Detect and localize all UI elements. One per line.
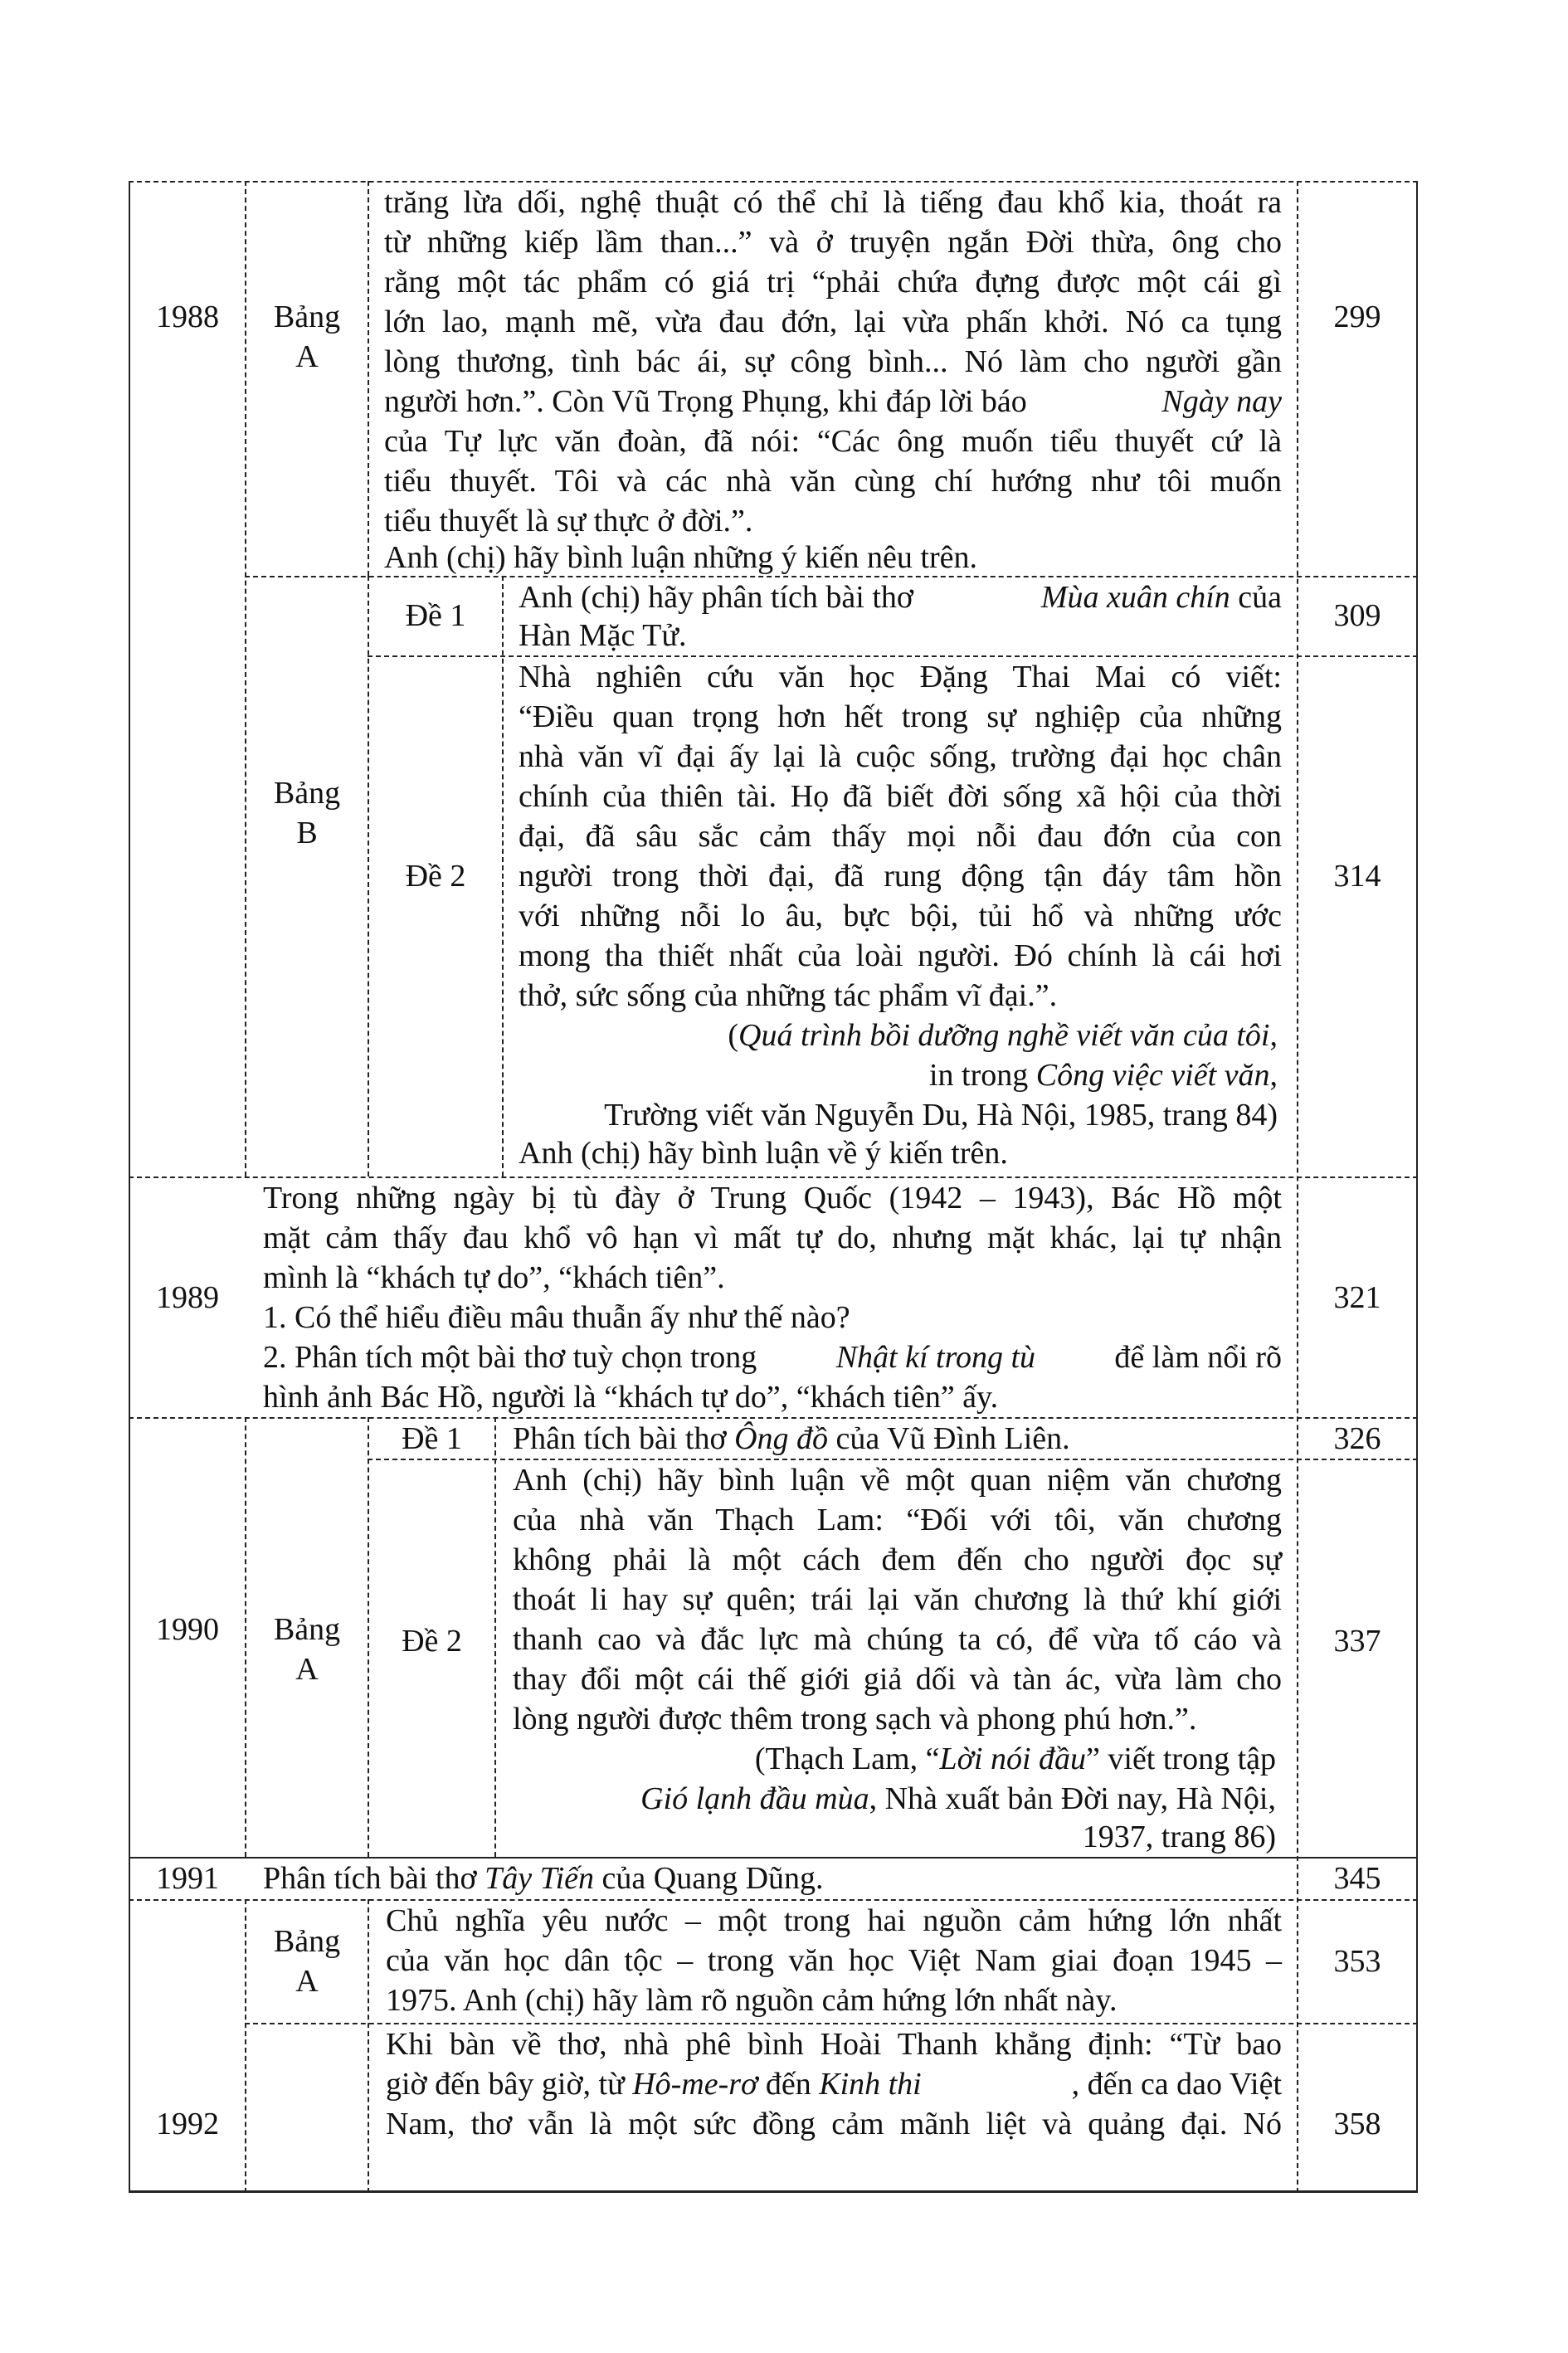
bang-a-1992: Bảng A <box>273 1924 341 1999</box>
text-line <box>519 577 1282 618</box>
text-span: của <box>1230 580 1282 615</box>
text-line: lòng thương, tình bác ái, sự công bình... Nó làm cho người gần <box>384 344 1282 379</box>
page-345: 345 <box>1333 1861 1381 1896</box>
text-line: mình là “khách tự do”, “khách tiên”. <box>263 1260 725 1295</box>
text-line: lớn lao, mạnh mẽ, vừa đau đớn, lại vừa phấn khởi. Nó ca tụng <box>384 304 1282 339</box>
text-span: , Nhà xuất bản Đời nay, Hà Nội, <box>869 1781 1276 1816</box>
text-line: thanh cao và đắc lực mà chúng ta có, để vừa tố cáo và <box>513 1622 1282 1657</box>
text-line: đại, đã sâu sắc cảm thấy mọi nỗi đau đớn của con <box>519 819 1282 854</box>
text-span: , <box>1269 1018 1278 1053</box>
text-line: mặt cảm thấy đau khổ vô hạn vì mất tự do, nhưng mặt khác, lại tự nhận <box>263 1220 1282 1255</box>
text-line <box>384 382 1282 422</box>
page-358: 358 <box>1333 2107 1381 2141</box>
source-line <box>513 1739 1276 1780</box>
essay-title: Lời nói đầu <box>939 1742 1087 1776</box>
page-299: 299 <box>1333 300 1381 334</box>
text-line: thở, sức sống của những tác phẩm vĩ đại.”. <box>519 978 1058 1013</box>
text-line: Anh (chị) hãy bình luận về một quan niệm văn chương <box>513 1463 1282 1498</box>
book-title: Kinh thi <box>819 2067 922 2102</box>
page-326: 326 <box>1333 1421 1381 1456</box>
bang-b-1988: Bảng B <box>273 776 341 850</box>
text-line: của Tự lực văn đoàn, đã nói: “Các ông muốn tiểu thuyết cứ là <box>384 424 1282 459</box>
text-line: 1. Có thể hiểu điều mâu thuẫn ấy như thế nào? <box>263 1300 850 1335</box>
book-title: Công việc viết văn <box>1035 1058 1270 1093</box>
text-span: Phân tích bài thơ <box>263 1861 485 1896</box>
question-1991 <box>263 1859 824 1899</box>
source-line <box>519 1016 1278 1056</box>
source-line: Trường viết văn Nguyễn Du, Hà Nội, 1985, trang 84) <box>604 1098 1278 1133</box>
text-span: 2. Phân tích một bài thơ tuỳ chọn trong <box>263 1340 765 1375</box>
text-line <box>263 1337 1282 1378</box>
source-line <box>513 1779 1276 1820</box>
page-337: 337 <box>1333 1624 1381 1659</box>
text-line: Nhà nghiên cứu văn học Đặng Thai Mai có viết: <box>519 660 1282 694</box>
bang-a-1988: Bảng A <box>273 300 341 374</box>
text-line: nhà văn vĩ đại ấy lại là cuộc sống, trường đại học chân <box>519 739 1282 774</box>
text-line: Khi bàn về thơ, nhà phê bình Hoài Thanh khẳng định: “Từ bao <box>386 2027 1282 2062</box>
source-line: 1937, trang 86) <box>1082 1820 1276 1854</box>
text-line: mong tha thiết nhất của loài người. Đó chính là cái hơi <box>519 938 1282 973</box>
year-1990: 1990 <box>156 1612 219 1647</box>
text-line <box>386 2064 1282 2105</box>
bang-a-1990: Bảng A <box>273 1612 341 1687</box>
text-line: trăng lừa dối, nghệ thuật có thể chỉ là tiếng đau khổ kia, thoát ra <box>384 185 1282 220</box>
text-span: in trong <box>929 1058 1036 1093</box>
de-1-1988: Đề 1 <box>405 598 466 633</box>
text-line: tiểu thuyết là sự thực ở đời.”. <box>384 504 753 538</box>
text-line: Trong những ngày bị tù đày ở Trung Quốc (1942 – 1943), Bác Hồ một <box>263 1181 1282 1215</box>
de-1-1990: Đề 1 <box>402 1421 462 1456</box>
year-1988: 1988 <box>156 300 219 334</box>
text-span: , <box>1269 1058 1278 1093</box>
page-321: 321 <box>1333 1280 1381 1315</box>
text-line: của văn học dân tộc – trong văn học Việt Nam giai đoạn 1945 – <box>386 1943 1282 1978</box>
text-line: Anh (chị) hãy bình luận những ý kiến nêu trên. <box>384 540 977 575</box>
page-353: 353 <box>1333 1944 1381 1979</box>
year-1992: 1992 <box>156 2107 219 2141</box>
year-1991: 1991 <box>156 1861 219 1896</box>
text-line: 1975. Anh (chị) hãy làm rõ nguồn cảm hứng lớn nhất này. <box>386 1983 1118 2018</box>
text-line: chính của thiên tài. Họ đã biết đời sống xã hội của thời <box>519 779 1282 814</box>
text-span: để làm nổi rõ <box>1106 1340 1282 1375</box>
text-line: tiểu thuyết. Tôi và các nhà văn cùng chí hướng như tôi muốn <box>384 464 1282 499</box>
text-span: ( <box>728 1018 739 1053</box>
book-title: Nhật kí trong tù <box>835 1340 1036 1375</box>
question-1990-de-1 <box>513 1419 1070 1459</box>
text-line: rằng một tác phẩm có giá trị “phải chứa đựng được một cái gì <box>384 265 1282 300</box>
text-span: Anh (chị) hãy phân tích bài thơ <box>519 580 922 615</box>
text-span: giờ đến bây giờ, từ <box>386 2067 633 2102</box>
text-line: Hàn Mặc Tử. <box>519 618 687 653</box>
de-2-1988: Đề 2 <box>405 859 466 894</box>
text-span: ” viết trong tập <box>1086 1742 1276 1776</box>
text-line: Chủ nghĩa yêu nước – một trong hai nguồn cảm hứng lớn nhất <box>386 1903 1282 1938</box>
text-span: người hơn.”. Còn Vũ Trọng Phụng, khi đáp lời báo <box>384 384 1035 419</box>
author-name: Hô-me-rơ <box>632 2067 758 2102</box>
year-1989: 1989 <box>156 1280 219 1315</box>
text-span: của Quang Dũng. <box>594 1861 824 1896</box>
text-line: thay đổi một cái thế giới giả dối và tàn ác, vừa làm cho <box>513 1662 1282 1697</box>
text-line: lòng người được thêm trong sạch và phong phú hơn.”. <box>513 1702 1197 1737</box>
source-line <box>519 1055 1278 1096</box>
text-span: (Thạch Lam, “ <box>754 1742 940 1776</box>
text-line: thoát li hay sự quên; trái lại văn chương là thứ khí giới <box>513 1582 1282 1617</box>
text-line: không phải là một cách đem đến cho người đọc sự <box>513 1542 1282 1577</box>
newspaper-title: Ngày nay <box>1161 384 1282 419</box>
text-line: “Điều quan trọng hơn hết trong sự nghiệp của những <box>519 699 1282 734</box>
page-309: 309 <box>1333 598 1381 633</box>
text-line: người trong thời đại, đã rung động tận đáy tâm hồn <box>519 859 1282 894</box>
poem-title: Mùa xuân chín <box>1040 580 1230 615</box>
text-span: Phân tích bài thơ <box>513 1421 735 1456</box>
page-314: 314 <box>1333 859 1381 894</box>
poem-title: Tây Tiến <box>485 1861 595 1896</box>
text-span: , đến ca dao Việt <box>1071 2067 1282 2102</box>
text-line: từ những kiếp lầm than...” và ở truyện ngắn Đời thừa, ông cho <box>384 225 1282 260</box>
text-span: đến <box>757 2067 820 2102</box>
text-line: Anh (chị) hãy bình luận về ý kiến trên. <box>519 1136 1008 1171</box>
text-line: Nam, thơ vẫn là một sức đồng cảm mãnh liệt và quảng đại. Nó <box>386 2107 1282 2141</box>
poem-title: Ông đồ <box>734 1421 829 1456</box>
text-line: của nhà văn Thạch Lam: “Đối với tôi, văn chương <box>513 1503 1282 1537</box>
book-title: Gió lạnh đầu mùa <box>640 1781 869 1816</box>
text-line: với những nỗi lo âu, bực bội, tủi hổ và những ước <box>519 899 1282 933</box>
de-2-1990: Đề 2 <box>402 1624 462 1659</box>
text-span: của Vũ Đình Liên. <box>828 1421 1070 1456</box>
text-line: hình ảnh Bác Hồ, người là “khách tự do”, “khách tiên” ấy. <box>263 1380 999 1415</box>
book-title: Quá trình bồi dưỡng nghề viết văn của tôi <box>738 1018 1270 1053</box>
